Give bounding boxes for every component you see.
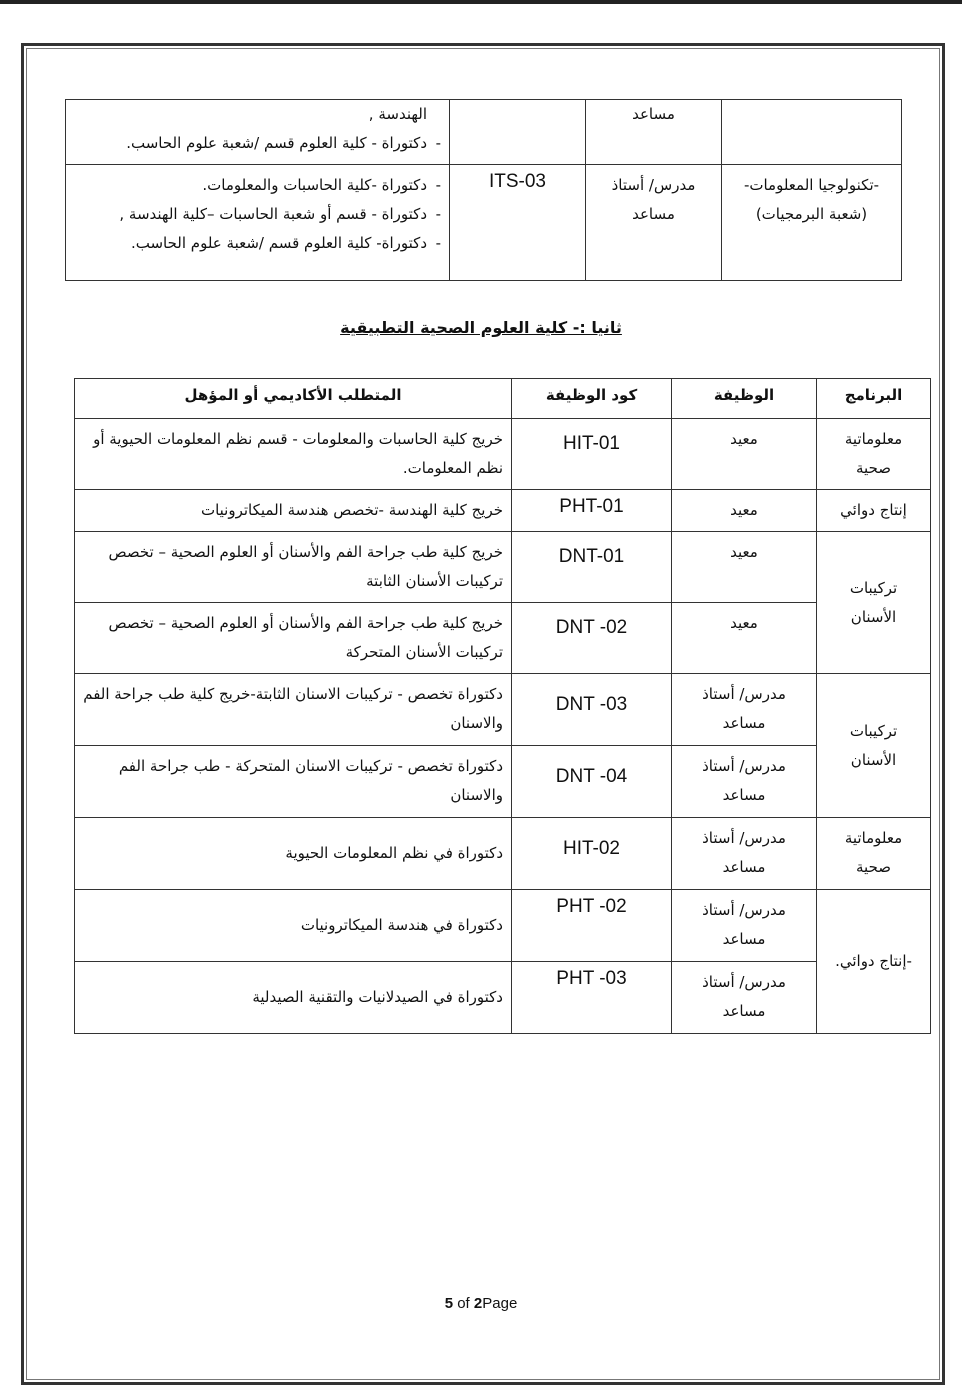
program-cell: -إنتاج دوائي. (817, 890, 931, 1034)
requirement-line: - دكتوراة -كلية الحاسبات والمعلومات. (74, 171, 441, 200)
program-cell: معلوماتية صحية (817, 818, 931, 890)
table-header-row (75, 379, 931, 419)
job-cell: مدرس/ أستاذ مساعد (586, 165, 722, 281)
job-cell: معيد (672, 532, 817, 603)
program-cell (722, 100, 902, 165)
code-cell (450, 100, 586, 165)
table-row (75, 532, 931, 603)
job-cell: معيد (672, 419, 817, 490)
requirement-cell: دكتوراة في الصيدلانيات والتقنية الصيدلية (75, 962, 512, 1034)
requirement-cell: خريج كلية الهندسة -تخصص هندسة الميكاترونيات (75, 490, 512, 532)
job-cell: معيد (672, 490, 817, 532)
page-footer (0, 1295, 962, 1312)
table-row (75, 818, 931, 890)
page-of: of (457, 1295, 470, 1312)
requirement-cell: دكتوراة في نظم المعلومات الحيوية (75, 818, 512, 890)
requirement-line: - دكتوراة - قسم أو شعبة الحاسبات –كلية الهندسة , (74, 200, 441, 229)
code-cell: HIT-01 (512, 419, 672, 490)
table-row (75, 674, 931, 746)
code-cell: PHT-01 (512, 490, 672, 532)
program-cell: تركيبات الأسنان (817, 674, 931, 818)
program-cell: معلوماتية صحية (817, 419, 931, 490)
requirement-cell: دكتوراة في هندسة الميكاترونيات (75, 890, 512, 962)
program-cell: إنتاج دوائي (817, 490, 931, 532)
header-code: كود الوظيفة (512, 379, 672, 419)
job-cell: مدرس/ أستاذ مساعد (672, 674, 817, 746)
requirement-line: - دكتوراة- كلية العلوم قسم /شعبة علوم الحاسب. (74, 229, 441, 258)
program-cell: تركيبات الأسنان (817, 532, 931, 674)
page-current: 5 (444, 1295, 454, 1312)
requirement-cell: دكتوراة تخصص - تركيبات الاسنان المتحركة - طب جراحة الفم والاسنان (75, 746, 512, 818)
code-cell: DNT -04 (512, 746, 672, 818)
table-row (75, 890, 931, 962)
table-row (75, 603, 931, 674)
job-cell: معيد (672, 603, 817, 674)
requirement-cell: خريج كلية الحاسبات والمعلومات - قسم نظم المعلومات الحيوية أو نظم المعلومات. (75, 419, 512, 490)
page-total: 2 (473, 1295, 483, 1312)
section-title: ثانيا :- كلية العلوم الصحية التطبيقية (340, 318, 622, 337)
code-cell: DNT -03 (512, 674, 672, 746)
job-cell: مدرس/ أستاذ مساعد (672, 890, 817, 962)
requirement-cell: خريج كلية طب جراحة الفم والأسنان أو العلوم الصحية – تخصص تركيبات الأسنان المتحركة (75, 603, 512, 674)
requirement-cell (66, 100, 450, 165)
requirement-cell: خريج كلية طب جراحة الفم والأسنان أو العلوم الصحية – تخصص تركيبات الأسنان الثابتة (75, 532, 512, 603)
table-row (66, 165, 902, 281)
code-cell: DNT-01 (512, 532, 672, 603)
requirement-line: - دكتوراة - كلية العلوم قسم /شعبة علوم الحاسب. (74, 129, 441, 158)
header-requirement: المتطلب الأكاديمي أو المؤهل (75, 379, 512, 419)
table-row (66, 100, 902, 165)
table-row (75, 962, 931, 1034)
job-cell: مدرس/ أستاذ مساعد (672, 746, 817, 818)
header-job: الوظيفة (672, 379, 817, 419)
requirement-cell (66, 165, 450, 281)
table-row (75, 490, 931, 532)
job-cell: مدرس/ أستاذ مساعد (672, 818, 817, 890)
code-cell: ITS-03 (450, 165, 586, 281)
requirement-line: الهندسة , (368, 105, 427, 123)
job-cell: مدرس/ أستاذ مساعد (672, 962, 817, 1034)
code-cell: HIT-02 (512, 818, 672, 890)
top-border (0, 0, 962, 4)
header-program: البرنامج (817, 379, 931, 419)
requirement-cell: دكتوراة تخصص - تركيبات الاسنان الثابتة-خريج كلية طب جراحة الفم والاسنان (75, 674, 512, 746)
jobs-table (74, 378, 931, 1034)
job-cell: مساعد (586, 100, 722, 165)
code-cell: DNT -02 (512, 603, 672, 674)
table-row (75, 419, 931, 490)
code-cell: PHT -02 (512, 890, 672, 962)
page-label: Page (482, 1295, 518, 1312)
table-row (75, 746, 931, 818)
continuation-table (65, 99, 902, 281)
code-cell: PHT -03 (512, 962, 672, 1034)
program-cell: -تكنولوجيا المعلومات- (شعبة البرمجيات) (722, 165, 902, 281)
